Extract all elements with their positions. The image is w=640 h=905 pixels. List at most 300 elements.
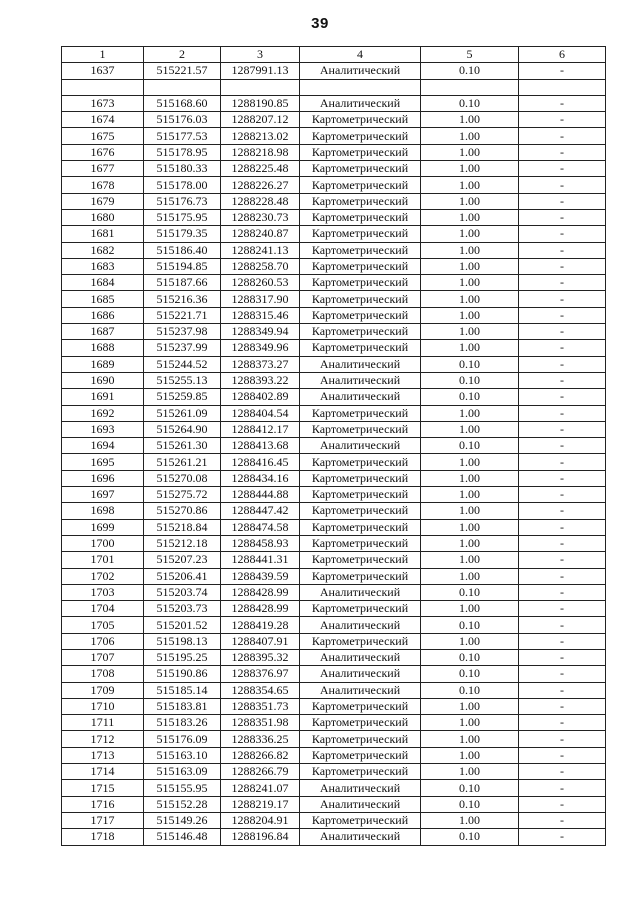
method-cell: Картометрический [300,568,421,584]
x-coordinate-cell: 515176.09 [144,731,221,747]
note-cell: - [519,275,606,291]
method-cell: Картометрический [300,193,421,209]
table-row [62,209,606,225]
accuracy-cell: 0.10 [421,829,519,845]
method-cell [300,79,421,95]
note-cell: - [519,324,606,340]
point-number-cell: 1706 [62,633,144,649]
accuracy-cell: 1.00 [421,487,519,503]
note-cell: - [519,340,606,356]
note-cell: - [519,682,606,698]
point-number-cell: 1691 [62,389,144,405]
note-cell: - [519,258,606,274]
accuracy-cell: 1.00 [421,715,519,731]
accuracy-cell: 1.00 [421,324,519,340]
point-number-cell: 1700 [62,535,144,551]
accuracy-cell: 1.00 [421,470,519,486]
note-cell: - [519,454,606,470]
y-coordinate-cell: 1288407.91 [221,633,300,649]
point-number-cell: 1711 [62,715,144,731]
note-cell: - [519,764,606,780]
point-number-cell: 1687 [62,324,144,340]
y-coordinate-cell: 1288190.85 [221,95,300,111]
point-number-cell: 1692 [62,405,144,421]
table-row [62,747,606,763]
method-cell: Аналитический [300,617,421,633]
method-cell: Картометрический [300,764,421,780]
y-coordinate-cell: 1288412.17 [221,421,300,437]
x-coordinate-cell: 515270.86 [144,503,221,519]
x-coordinate-cell: 515237.98 [144,324,221,340]
x-coordinate-cell: 515261.09 [144,405,221,421]
y-coordinate-cell: 1288241.07 [221,780,300,796]
note-cell: - [519,780,606,796]
y-coordinate-cell: 1288444.88 [221,487,300,503]
y-coordinate-cell: 1287991.13 [221,63,300,79]
method-cell: Картометрический [300,161,421,177]
note-cell: - [519,242,606,258]
x-coordinate-cell: 515261.21 [144,454,221,470]
point-number-cell: 1697 [62,487,144,503]
y-coordinate-cell: 1288441.31 [221,552,300,568]
table-row [62,324,606,340]
accuracy-cell: 1.00 [421,747,519,763]
column-header: 4 [300,47,421,63]
x-coordinate-cell [144,79,221,95]
x-coordinate-cell: 515155.95 [144,780,221,796]
point-number-cell: 1689 [62,356,144,372]
y-coordinate-cell: 1288219.17 [221,796,300,812]
point-number-cell: 1683 [62,258,144,274]
accuracy-cell [421,79,519,95]
method-cell: Картометрический [300,258,421,274]
accuracy-cell: 1.00 [421,128,519,144]
point-number-cell: 1717 [62,812,144,828]
y-coordinate-cell: 1288218.98 [221,144,300,160]
note-cell: - [519,438,606,454]
x-coordinate-cell: 515152.28 [144,796,221,812]
y-coordinate-cell: 1288266.82 [221,747,300,763]
accuracy-cell: 1.00 [421,209,519,225]
accuracy-cell: 1.00 [421,421,519,437]
point-number-cell: 1685 [62,291,144,307]
note-cell: - [519,63,606,79]
accuracy-cell: 1.00 [421,193,519,209]
x-coordinate-cell: 515185.14 [144,682,221,698]
x-coordinate-cell: 515275.72 [144,487,221,503]
table-row [62,796,606,812]
x-coordinate-cell: 515201.52 [144,617,221,633]
note-cell: - [519,601,606,617]
x-coordinate-cell: 515180.33 [144,161,221,177]
page-number: 39 [311,15,329,32]
table-row [62,438,606,454]
table-row [62,568,606,584]
method-cell: Картометрический [300,503,421,519]
note-cell: - [519,747,606,763]
note-cell: - [519,112,606,128]
y-coordinate-cell: 1288354.65 [221,682,300,698]
table-row [62,356,606,372]
accuracy-cell: 1.00 [421,291,519,307]
x-coordinate-cell: 515183.81 [144,698,221,714]
accuracy-cell: 0.10 [421,780,519,796]
accuracy-cell: 0.10 [421,372,519,388]
method-cell: Аналитический [300,796,421,812]
point-number-cell: 1714 [62,764,144,780]
method-cell: Картометрический [300,470,421,486]
x-coordinate-cell: 515264.90 [144,421,221,437]
point-number-cell: 1705 [62,617,144,633]
note-cell: - [519,487,606,503]
note-cell: - [519,503,606,519]
x-coordinate-cell: 515163.10 [144,747,221,763]
accuracy-cell: 0.10 [421,95,519,111]
point-number-cell: 1713 [62,747,144,763]
x-coordinate-cell: 515221.71 [144,307,221,323]
y-coordinate-cell: 1288204.91 [221,812,300,828]
table-row [62,829,606,845]
note-cell: - [519,161,606,177]
table-row [62,715,606,731]
table-row [62,95,606,111]
note-cell: - [519,584,606,600]
note-cell: - [519,796,606,812]
method-cell: Картометрический [300,144,421,160]
y-coordinate-cell: 1288439.59 [221,568,300,584]
x-coordinate-cell: 515244.52 [144,356,221,372]
y-coordinate-cell: 1288413.68 [221,438,300,454]
note-cell: - [519,128,606,144]
point-number-cell: 1718 [62,829,144,845]
note-cell: - [519,356,606,372]
x-coordinate-cell: 515216.36 [144,291,221,307]
table-row [62,633,606,649]
table-row [62,584,606,600]
column-header: 5 [421,47,519,63]
x-coordinate-cell: 515146.48 [144,829,221,845]
method-cell: Аналитический [300,63,421,79]
x-coordinate-cell: 515183.26 [144,715,221,731]
method-cell: Картометрический [300,421,421,437]
method-cell: Аналитический [300,356,421,372]
table-row [62,519,606,535]
x-coordinate-cell: 515179.35 [144,226,221,242]
method-cell: Картометрический [300,812,421,828]
y-coordinate-cell: 1288402.89 [221,389,300,405]
accuracy-cell: 0.10 [421,389,519,405]
point-number-cell: 1694 [62,438,144,454]
y-coordinate-cell: 1288351.98 [221,715,300,731]
accuracy-cell: 1.00 [421,161,519,177]
y-coordinate-cell: 1288419.28 [221,617,300,633]
table-row [62,535,606,551]
point-number-cell: 1693 [62,421,144,437]
point-number-cell: 1701 [62,552,144,568]
note-cell: - [519,209,606,225]
method-cell: Аналитический [300,584,421,600]
y-coordinate-cell: 1288225.48 [221,161,300,177]
point-number-cell: 1678 [62,177,144,193]
y-coordinate-cell: 1288258.70 [221,258,300,274]
note-cell: - [519,633,606,649]
point-number-cell: 1696 [62,470,144,486]
table-body [62,63,606,845]
coordinates-table [61,46,606,846]
table-row [62,144,606,160]
y-coordinate-cell: 1288404.54 [221,405,300,421]
note-cell: - [519,389,606,405]
x-coordinate-cell: 515178.95 [144,144,221,160]
y-coordinate-cell: 1288458.93 [221,535,300,551]
table-row [62,340,606,356]
point-number-cell: 1688 [62,340,144,356]
x-coordinate-cell: 515255.13 [144,372,221,388]
table-row [62,764,606,780]
y-coordinate-cell: 1288428.99 [221,584,300,600]
accuracy-cell: 1.00 [421,340,519,356]
table-row [62,177,606,193]
x-coordinate-cell: 515177.53 [144,128,221,144]
table-row [62,372,606,388]
note-cell: - [519,812,606,828]
method-cell: Картометрический [300,307,421,323]
note-cell: - [519,552,606,568]
note-cell: - [519,568,606,584]
point-number-cell: 1679 [62,193,144,209]
table-row [62,112,606,128]
accuracy-cell: 1.00 [421,519,519,535]
table-row [62,389,606,405]
method-cell: Аналитический [300,666,421,682]
method-cell: Картометрический [300,340,421,356]
note-cell [519,79,606,95]
method-cell: Картометрический [300,633,421,649]
point-number-cell: 1676 [62,144,144,160]
table-row [62,503,606,519]
point-number-cell: 1704 [62,601,144,617]
method-cell: Аналитический [300,95,421,111]
y-coordinate-cell: 1288376.97 [221,666,300,682]
note-cell: - [519,829,606,845]
method-cell: Аналитический [300,389,421,405]
accuracy-cell: 1.00 [421,764,519,780]
table-row [62,617,606,633]
accuracy-cell: 1.00 [421,258,519,274]
x-coordinate-cell: 515175.95 [144,209,221,225]
method-cell: Картометрический [300,226,421,242]
accuracy-cell: 1.00 [421,177,519,193]
point-number-cell: 1699 [62,519,144,535]
note-cell: - [519,715,606,731]
x-coordinate-cell: 515212.18 [144,535,221,551]
x-coordinate-cell: 515186.40 [144,242,221,258]
x-coordinate-cell: 515218.84 [144,519,221,535]
method-cell: Картометрический [300,519,421,535]
x-coordinate-cell: 515190.86 [144,666,221,682]
accuracy-cell: 0.10 [421,63,519,79]
accuracy-cell: 0.10 [421,796,519,812]
x-coordinate-cell: 515206.41 [144,568,221,584]
point-number-cell: 1695 [62,454,144,470]
y-coordinate-cell: 1288336.25 [221,731,300,747]
table-row [62,470,606,486]
note-cell: - [519,307,606,323]
method-cell: Картометрический [300,731,421,747]
method-cell: Картометрический [300,747,421,763]
note-cell: - [519,731,606,747]
method-cell: Картометрический [300,324,421,340]
accuracy-cell: 0.10 [421,649,519,665]
x-coordinate-cell: 515195.25 [144,649,221,665]
method-cell: Картометрический [300,128,421,144]
accuracy-cell: 1.00 [421,242,519,258]
accuracy-cell: 0.10 [421,356,519,372]
table-row [62,242,606,258]
point-number-cell: 1637 [62,63,144,79]
method-cell: Картометрический [300,112,421,128]
x-coordinate-cell: 515149.26 [144,812,221,828]
note-cell: - [519,95,606,111]
point-number-cell: 1702 [62,568,144,584]
method-cell: Картометрический [300,601,421,617]
y-coordinate-cell: 1288351.73 [221,698,300,714]
x-coordinate-cell: 515194.85 [144,258,221,274]
accuracy-cell: 1.00 [421,144,519,160]
method-cell: Картометрический [300,487,421,503]
method-cell: Аналитический [300,438,421,454]
point-number-cell: 1698 [62,503,144,519]
y-coordinate-cell: 1288428.99 [221,601,300,617]
x-coordinate-cell: 515270.08 [144,470,221,486]
table-row [62,487,606,503]
accuracy-cell: 0.10 [421,438,519,454]
y-coordinate-cell: 1288349.94 [221,324,300,340]
accuracy-cell: 0.10 [421,617,519,633]
point-number-cell: 1682 [62,242,144,258]
y-coordinate-cell: 1288416.45 [221,454,300,470]
note-cell: - [519,226,606,242]
accuracy-cell: 1.00 [421,633,519,649]
x-coordinate-cell: 515176.03 [144,112,221,128]
y-coordinate-cell: 1288260.53 [221,275,300,291]
table-row [62,161,606,177]
note-cell: - [519,617,606,633]
method-cell: Картометрический [300,552,421,568]
x-coordinate-cell: 515203.73 [144,601,221,617]
accuracy-cell: 1.00 [421,731,519,747]
y-coordinate-cell: 1288373.27 [221,356,300,372]
x-coordinate-cell: 515259.85 [144,389,221,405]
point-number-cell: 1680 [62,209,144,225]
method-cell: Картометрический [300,698,421,714]
table-row [62,698,606,714]
column-header: 1 [62,47,144,63]
accuracy-cell: 1.00 [421,601,519,617]
method-cell: Картометрический [300,275,421,291]
column-header: 2 [144,47,221,63]
method-cell: Аналитический [300,682,421,698]
y-coordinate-cell: 1288434.16 [221,470,300,486]
table-row [62,666,606,682]
table-row [62,780,606,796]
y-coordinate-cell: 1288230.73 [221,209,300,225]
table-row [62,193,606,209]
note-cell: - [519,535,606,551]
point-number-cell: 1708 [62,666,144,682]
point-number-cell: 1716 [62,796,144,812]
y-coordinate-cell: 1288395.32 [221,649,300,665]
y-coordinate-cell: 1288241.13 [221,242,300,258]
table-row [62,405,606,421]
point-number-cell: 1675 [62,128,144,144]
column-header: 6 [519,47,606,63]
y-coordinate-cell: 1288240.87 [221,226,300,242]
point-number-cell: 1686 [62,307,144,323]
accuracy-cell: 1.00 [421,552,519,568]
column-header: 3 [221,47,300,63]
note-cell: - [519,698,606,714]
note-cell: - [519,291,606,307]
table-row [62,552,606,568]
x-coordinate-cell: 515187.66 [144,275,221,291]
table-header-row [62,47,606,63]
note-cell: - [519,177,606,193]
table-row [62,275,606,291]
point-number-cell: 1681 [62,226,144,242]
method-cell: Картометрический [300,405,421,421]
y-coordinate-cell: 1288349.96 [221,340,300,356]
note-cell: - [519,193,606,209]
method-cell: Картометрический [300,715,421,731]
x-coordinate-cell: 515198.13 [144,633,221,649]
accuracy-cell: 1.00 [421,503,519,519]
method-cell: Картометрический [300,454,421,470]
method-cell: Картометрический [300,291,421,307]
accuracy-cell: 1.00 [421,454,519,470]
y-coordinate-cell: 1288266.79 [221,764,300,780]
point-number-cell: 1709 [62,682,144,698]
accuracy-cell: 1.00 [421,568,519,584]
y-coordinate-cell: 1288207.12 [221,112,300,128]
x-coordinate-cell: 515221.57 [144,63,221,79]
y-coordinate-cell: 1288196.84 [221,829,300,845]
accuracy-cell: 1.00 [421,535,519,551]
point-number-cell: 1715 [62,780,144,796]
method-cell: Аналитический [300,829,421,845]
y-coordinate-cell: 1288393.22 [221,372,300,388]
note-cell: - [519,144,606,160]
point-number-cell: 1707 [62,649,144,665]
point-number-cell: 1703 [62,584,144,600]
method-cell: Картометрический [300,209,421,225]
table-row [62,291,606,307]
y-coordinate-cell: 1288226.27 [221,177,300,193]
point-number-cell: 1673 [62,95,144,111]
method-cell: Аналитический [300,372,421,388]
note-cell: - [519,470,606,486]
accuracy-cell: 1.00 [421,307,519,323]
method-cell: Картометрический [300,177,421,193]
table-row [62,258,606,274]
note-cell: - [519,666,606,682]
y-coordinate-cell: 1288315.46 [221,307,300,323]
note-cell: - [519,405,606,421]
table-row [62,649,606,665]
x-coordinate-cell: 515176.73 [144,193,221,209]
method-cell: Картометрический [300,242,421,258]
y-coordinate-cell: 1288474.58 [221,519,300,535]
